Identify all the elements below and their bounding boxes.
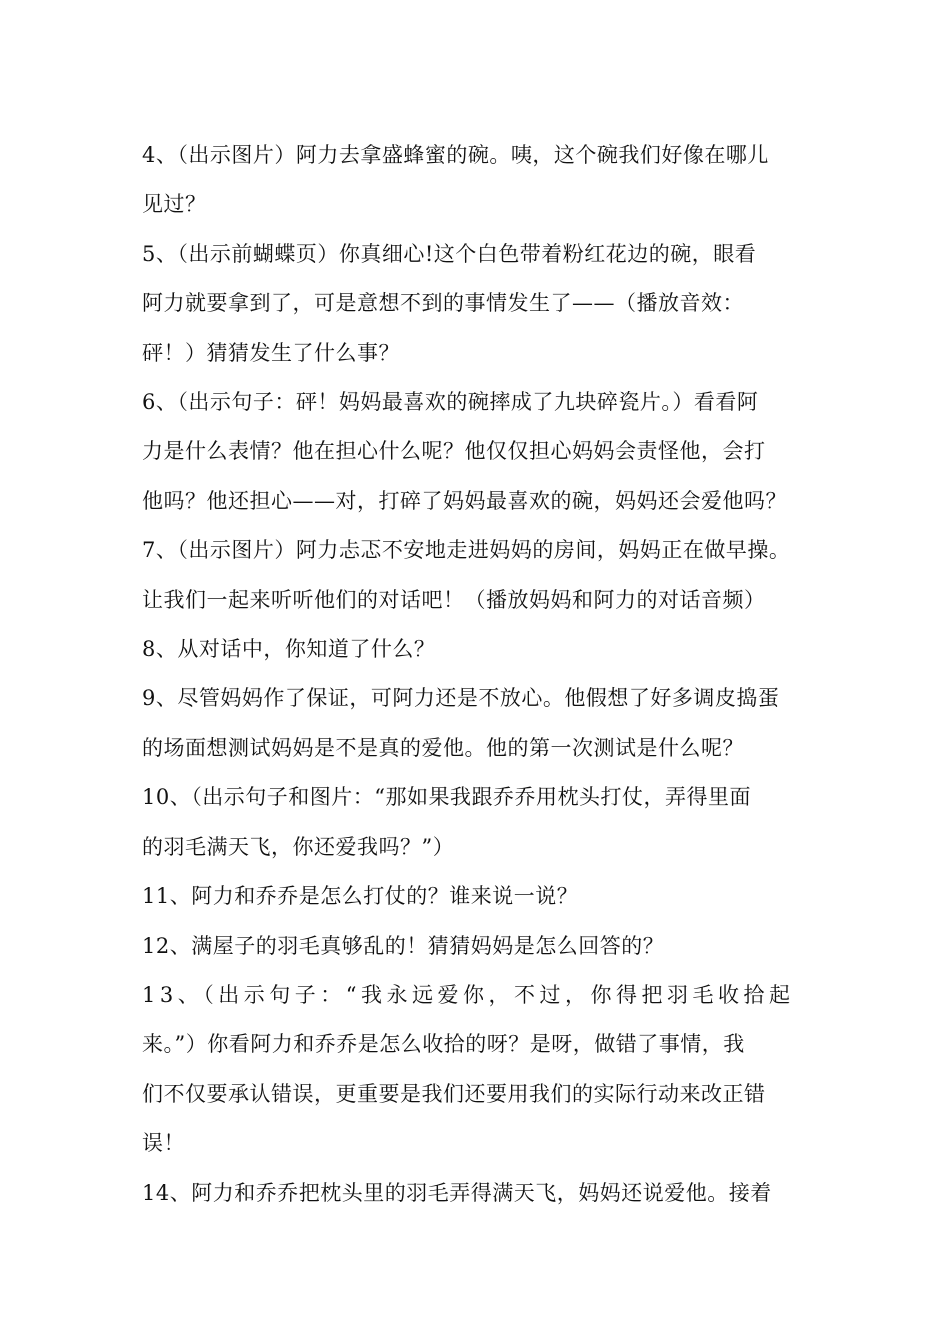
paragraph-11 xyxy=(142,872,818,921)
text-line: 的场面想测试妈妈是不是真的爱他。他的第一次测试是什么呢？ xyxy=(142,735,744,760)
text-line: 来。”）你看阿力和乔乔是怎么收拾的呀？是呀，做错了事情，我 xyxy=(142,1032,745,1057)
text-line: 见过？ xyxy=(142,192,207,217)
text-line: 们不仅要承认错误，更重要是我们还要用我们的实际行动来改正错 xyxy=(142,1081,766,1106)
document-body xyxy=(142,131,818,1218)
text-line: 误！ xyxy=(142,1131,185,1156)
text-line: 的羽毛满天飞，你还爱我吗？”） xyxy=(142,834,455,859)
text-line: 阿力就要拿到了，可是意想不到的事情发生了——（播放音效： xyxy=(142,291,744,316)
text-line: 5、（出示前蝴蝶页）你真细心!这个白色带着粉红花边的碗，眼看 xyxy=(142,241,757,266)
text-line: 力是什么表情？他在担心什么呢？他仅仅担心妈妈会责怪他，会打 xyxy=(142,439,766,464)
text-line: 10、（出示句子和图片：“那如果我跟乔乔用枕头打仗，弄得里面 xyxy=(142,785,751,810)
text-line: 13、（出示句子：“我永远爱你，不过，你得把羽毛收拾起 xyxy=(142,982,795,1007)
text-line: 砰！）猜猜发生了什么事？ xyxy=(142,340,400,365)
text-line: 7、（出示图片）阿力忐忑不安地走进妈妈的房间，妈妈正在做早操。 xyxy=(142,538,791,563)
text-line: 4、（出示图片）阿力去拿盛蜂蜜的碗。咦，这个碗我们好像在哪儿 xyxy=(142,143,769,167)
paragraph-5 xyxy=(142,230,818,378)
paragraph-4 xyxy=(142,131,818,230)
text-line: 9、尽管妈妈作了保证，可阿力还是不放心。他假想了好多调皮捣蛋 xyxy=(142,686,780,711)
text-line: 11、阿力和乔乔是怎么打仗的？谁来说一说？ xyxy=(142,884,579,909)
paragraph-12 xyxy=(142,922,818,971)
paragraph-10 xyxy=(142,773,818,872)
paragraph-9 xyxy=(142,674,818,773)
paragraph-8 xyxy=(142,625,818,674)
paragraph-6 xyxy=(142,378,818,526)
text-line: 让我们一起来听听他们的对话吧！（播放妈妈和阿力的对话音频） xyxy=(142,587,766,612)
paragraph-7 xyxy=(142,526,818,625)
text-line: 6、（出示句子：砰！妈妈最喜欢的碗摔成了九块碎瓷片。）看看阿 xyxy=(142,390,759,415)
paragraph-13 xyxy=(142,971,818,1169)
text-line: 8、从对话中，你知道了什么？ xyxy=(142,637,436,662)
text-line: 14、阿力和乔乔把枕头里的羽毛弄得满天飞，妈妈还说爱他。接着 xyxy=(142,1180,772,1205)
text-line: 他吗？他还担心——对，打碎了妈妈最喜欢的碗，妈妈还会爱他吗？ xyxy=(142,488,787,513)
text-line: 12、满屋子的羽毛真够乱的！猜猜妈妈是怎么回答的？ xyxy=(142,933,665,958)
paragraph-14 xyxy=(142,1169,818,1218)
